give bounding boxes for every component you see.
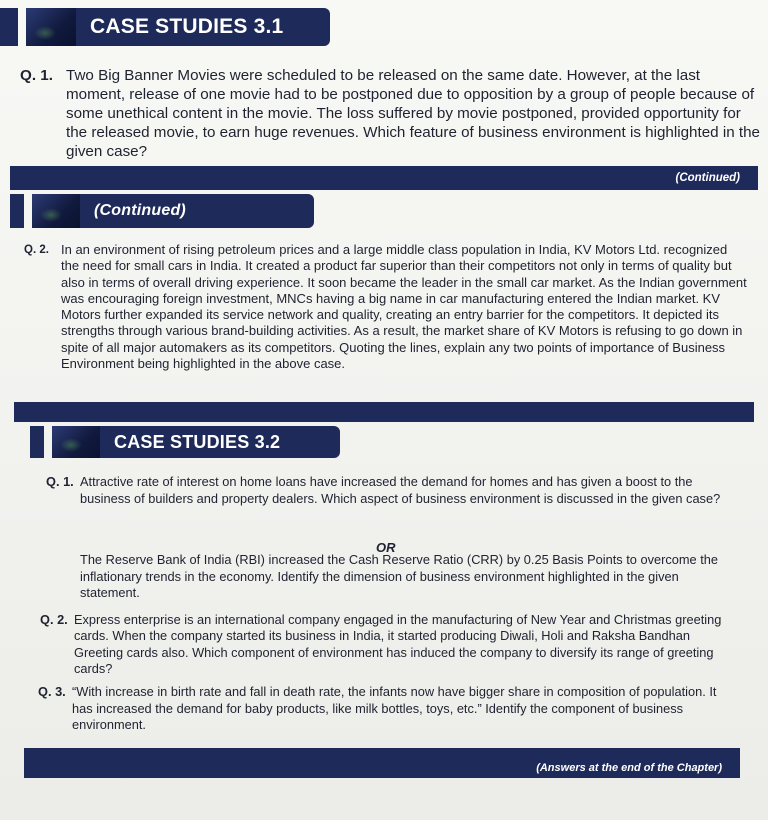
banner-decor-square: [52, 426, 100, 458]
answers-bar: [24, 748, 740, 778]
section-title: CASE STUDIES 3.1: [90, 15, 284, 38]
question-text: Attractive rate of interest on home loans have increased the demand for homes and has given a boost to the business of builders and property dealers. Which aspect of business environment is discussed in the given case?: [80, 474, 721, 506]
continued-bar: [10, 166, 758, 190]
case-studies-3-2-banner: [30, 426, 326, 458]
section-divider-bar: [14, 402, 754, 422]
question-number: Q. 2.: [24, 244, 49, 256]
question-alt-text: The Reserve Bank of India (RBI) increased the Cash Reserve Ratio (CRR) by 0.25 Basis Points to overcome the inflationary trends in the economy. Identify the dimension of business environment highlighted in the given statement.: [80, 552, 718, 601]
answers-label: (Answers at the end of the Chapter): [536, 762, 722, 774]
question-text: In an environment of rising petroleum prices and a large middle class population in India, KV Motors Ltd. recognized the need for small cars in India. It created a product far superior than their competitors not only in terms of quality but also in terms of overall driving experience. It soon became the leader in the small car market. As the Indian government was encouraging foreign investment, MNCs having a big name in car manufacturing entered the Indian market. KV Motors further expanded its service network and quality, creating an entry barrier for the competitors. It depicted its strengths through various brand-building activities. As a result, the market share of KV Motors is refusing to go down in spite of all major automakers as its competitors. Quoting the lines, explain any two points of importance of Business Environment being highlighted in the above case.: [61, 242, 747, 372]
question-block: [20, 66, 760, 161]
question-text: Express enterprise is an international company engaged in the manufacturing of New Year and Christmas greeting cards. When the company started its business in India, it started producing Diwali, Holi and Raksha Bandhan Greeting cards also. Which component of environment has induced the company to diversify its range of greeting cards?: [74, 612, 722, 677]
continued-heading: (Continued): [94, 202, 186, 219]
question-number: Q. 1.: [46, 474, 74, 489]
section-title: CASE STUDIES 3.2: [114, 431, 281, 452]
question-text: “With increase in birth rate and fall in death rate, the infants now have bigger share in composition of population. It has increased the demand for baby products, like milk bottles, toys, etc.” Identify the component of business environment.: [72, 684, 717, 733]
question-text: Two Big Banner Movies were scheduled to be released on the same date. However, at the last moment, release of one movie had to be postponed due to opposition by a group of people because of some unethical content in the movie. The loss suffered by movie postponed, provided opportunity for the released movie, to earn huge revenues. Which feature of business environment is highlighted in the given case?: [66, 67, 760, 160]
continued-label: (Continued): [675, 172, 740, 184]
question-block: [38, 684, 728, 734]
case-studies-3-1-banner: [0, 8, 320, 46]
question-number: Q. 1.: [20, 67, 53, 84]
or-separator: OR: [376, 540, 396, 555]
banner-decor-square: [26, 8, 76, 46]
banner-decor-square: [32, 194, 80, 228]
question-number: Q. 2.: [40, 612, 68, 627]
continued-heading-banner: [10, 194, 300, 228]
question-alt-block: [80, 552, 730, 602]
question-block: [40, 612, 730, 678]
question-block: [46, 474, 732, 507]
question-number: Q. 3.: [38, 684, 66, 699]
question-block: [24, 242, 748, 372]
